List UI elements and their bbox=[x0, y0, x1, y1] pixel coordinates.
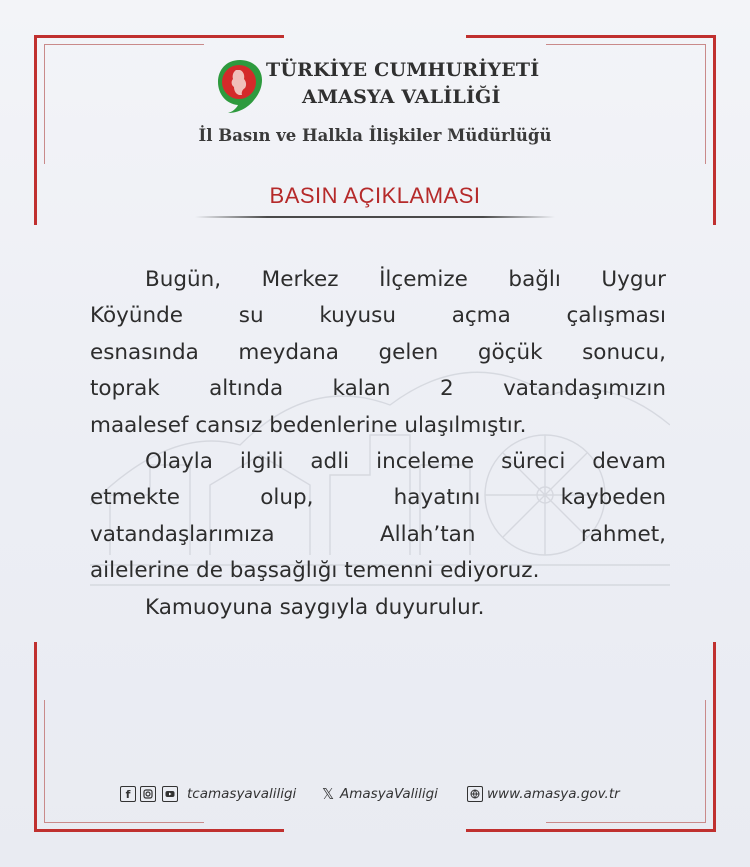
amasya-valiligi-logo-icon bbox=[216, 58, 264, 114]
paragraph-3 bbox=[90, 590, 666, 626]
body-line: ailelerine de başsağlığı temenni ediyoruz. bbox=[90, 558, 540, 584]
body-line: vatandaşlarımıza Allah’tan rahmet, bbox=[90, 521, 666, 547]
instagram-icon[interactable] bbox=[140, 786, 156, 802]
web-icon[interactable] bbox=[467, 786, 483, 802]
x-handle[interactable]: AmasyaValiligi bbox=[340, 786, 438, 802]
press-release-body bbox=[90, 262, 666, 626]
title-amasya-valiligi: AMASYA VALİLİĞİ bbox=[302, 86, 501, 108]
press-release-heading: BASIN AÇIKLAMASI bbox=[269, 183, 481, 208]
body-line: Köyünde su kuyusu açma çalışması bbox=[90, 303, 666, 329]
paragraph-2 bbox=[90, 444, 666, 590]
body-line: Bugün, Merkez İlçemize bağlı Uygur bbox=[145, 267, 666, 292]
department-subtitle: İl Basın ve Halkla İlişkiler Müdürlüğü bbox=[198, 126, 552, 145]
youtube-icon[interactable] bbox=[162, 786, 178, 802]
x-icon[interactable]: 𝕏 bbox=[321, 785, 335, 803]
body-line: maalesef cansız bedenlerine ulaşılmıştır. bbox=[90, 412, 527, 438]
facebook-icon[interactable]: f bbox=[120, 786, 136, 802]
body-line: toprak altında kalan 2 vatandaşımızın bbox=[90, 376, 666, 402]
title-turkiye-cumhuriyeti: TÜRKİYE CUMHURİYETİ bbox=[266, 59, 540, 81]
footer bbox=[0, 785, 750, 807]
body-line: Kamuoyuna saygıyla duyurulur. bbox=[145, 594, 485, 620]
body-line: Olayla ilgili adli inceleme süreci devam bbox=[145, 449, 666, 475]
paragraph-1 bbox=[90, 262, 666, 444]
website-link[interactable]: www.amasya.gov.tr bbox=[487, 786, 620, 802]
body-line: etmekte olup, hayatını kaybeden bbox=[90, 485, 666, 511]
social-handle[interactable]: tcamasyavaliligi bbox=[187, 786, 297, 802]
heading-divider bbox=[195, 216, 555, 218]
body-line: esnasında meydana gelen göçük sonucu, bbox=[90, 339, 666, 365]
